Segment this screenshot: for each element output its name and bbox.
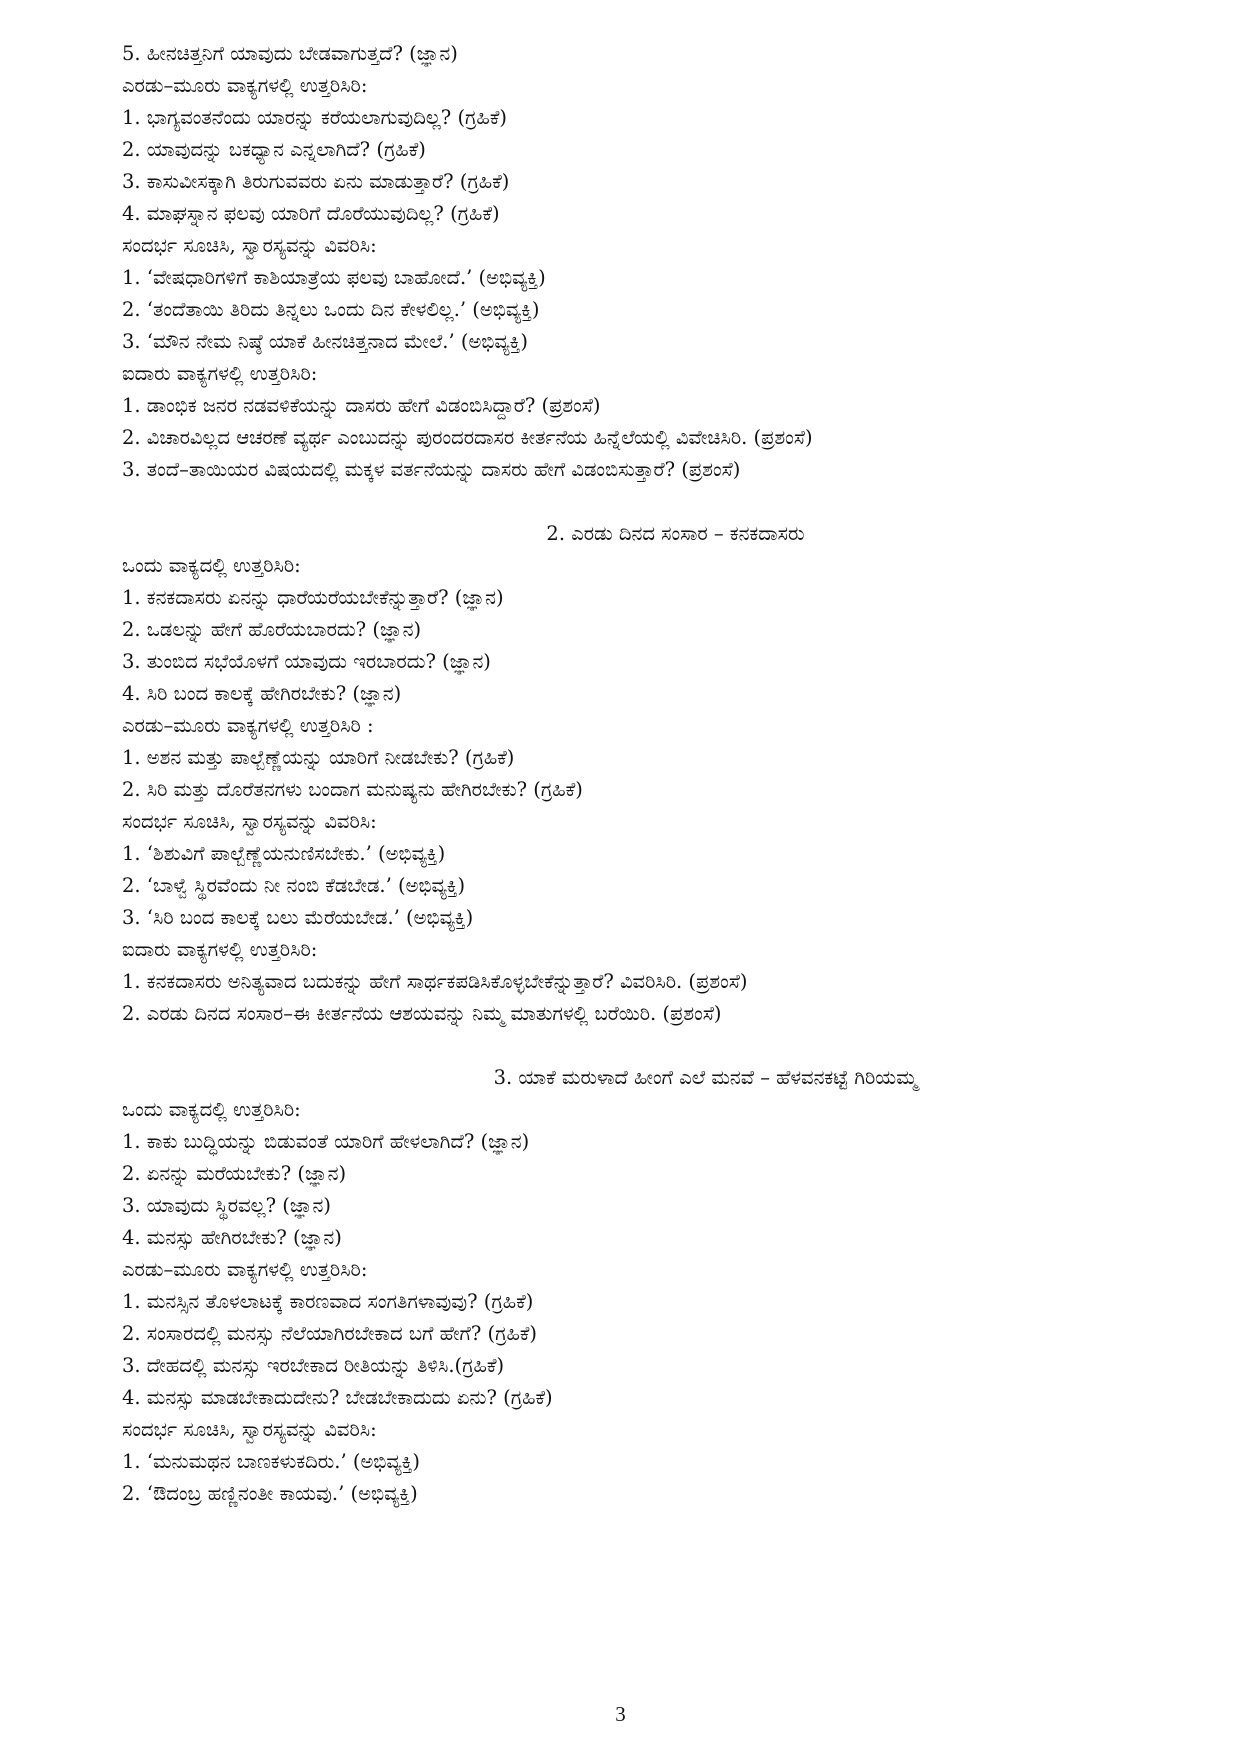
instruction-heading: ಎರಡು–ಮೂರು ವಾಕ್ಯಗಳಲ್ಲಿ ಉತ್ತರಿಸಿರಿ: [122,74,368,97]
question-line: 2. ಸಂಸಾರದಲ್ಲಿ ಮನಸ್ಸು ನೆಲೆಯಾಗಿರಬೇಕಾದ ಬಗೆ ಹೇಗೆ? (ಗ್ರಹಿಕೆ) [122,1322,538,1345]
question-line: 3. ಕಾಸುವೀಸಕ್ಕಾಗಿ ತಿರುಗುವವರು ಏನು ಮಾಡುತ್ತಾರೆ? (ಗ್ರಹಿಕೆ) [122,170,510,193]
question-line: 1. ‘ಶಿಶುವಿಗೆ ಪಾಲ್ಬೆಣ್ಣೆಯನುಣಿಸಬೇಕು.’ (ಅಭಿವ್ಯಕ್ತಿ) [122,842,446,865]
question-line: 3. ಯಾವುದು ಸ್ಥಿರವಲ್ಲ? (ಜ್ಞಾನ) [122,1194,331,1217]
instruction-heading: ಒಂದು ವಾಕ್ಯದಲ್ಲಿ ಉತ್ತರಿಸಿರಿ: [122,1098,301,1121]
question-line: 2. ಒಡಲನ್ನು ಹೇಗೆ ಹೊರೆಯಬಾರದು? (ಜ್ಞಾನ) [122,618,422,641]
question-line: 3. ತಂದೆ–ತಾಯಿಯರ ವಿಷಯದಲ್ಲಿ ಮಕ್ಕಳ ವರ್ತನೆಯನ್ನು ದಾಸರು ಹೇಗೆ ವಿಡಂಬಿಸುತ್ತಾರೆ? (ಪ್ರಶಂಸೆ) [122,458,741,481]
instruction-heading: ಎರಡು–ಮೂರು ವಾಕ್ಯಗಳಲ್ಲಿ ಉತ್ತರಿಸಿರಿ: [122,1258,368,1281]
instruction-heading: ಸಂದರ್ಭ ಸೂಚಿಸಿ, ಸ್ವಾರಸ್ಯವನ್ನು ವಿವರಿಸಿ: [122,810,377,833]
question-line: 2. ‘ಔದಂಬ್ರ ಹಣ್ಣಿನಂತೀ ಕಾಯವು.’ (ಅಭಿವ್ಯಕ್ತಿ) [122,1482,418,1505]
question-line: 4. ಮನಸ್ಸು ಹೇಗಿರಬೇಕು? (ಜ್ಞಾನ) [122,1226,342,1249]
question-line: 4. ಮಾಘಸ್ನಾನ ಫಲವು ಯಾರಿಗೆ ದೊರೆಯುವುದಿಲ್ಲ? (ಗ್ರಹಿಕೆ) [122,202,500,225]
question-line: 1. ಕನಕದಾಸರು ಅನಿತ್ಯವಾದ ಬದುಕನ್ನು ಹೇಗೆ ಸಾರ್ಥಕಪಡಿಸಿಕೊಳ್ಳಬೇಕೆನ್ನುತ್ತಾರೆ? ವಿವರಿಸಿರಿ. (ಪ್ರಶಂಸೆ) [122,970,748,993]
question-line: 2. ಎರಡು ದಿನದ ಸಂಸಾರ–ಈ ಕೀರ್ತನೆಯ ಆಶಯವನ್ನು ನಿಮ್ಮ ಮಾತುಗಳಲ್ಲಿ ಬರೆಯಿರಿ. (ಪ್ರಶಂಸೆ) [122,1002,722,1025]
question-line: 3. ‘ಮೌನ ನೇಮ ನಿಷ್ಠೆ ಯಾಕೆ ಹೀನಚಿತ್ತನಾದ ಮೇಲೆ.’ (ಅಭಿವ್ಯಕ್ತಿ) [122,330,529,353]
instruction-heading: ಎರಡು–ಮೂರು ವಾಕ್ಯಗಳಲ್ಲಿ ಉತ್ತರಿಸಿರಿ : [122,714,374,737]
question-line: 2. ಏನನ್ನು ಮರೆಯಬೇಕು? (ಜ್ಞಾನ) [122,1162,347,1185]
question-line: 3. ‘ಸಿರಿ ಬಂದ ಕಾಲಕ್ಕೆ ಬಲು ಮೆರೆಯಬೇಡ.’ (ಅಭಿವ್ಯಕ್ತಿ) [122,906,474,929]
question-line: 1. ಭಾಗ್ಯವಂತನೆಂದು ಯಾರನ್ನು ಕರೆಯಲಾಗುವುದಿಲ್ಲ? (ಗ್ರಹಿಕೆ) [122,106,507,129]
question-line: 1. ‘ವೇಷಧಾರಿಗಳಿಗೆ ಕಾಶಿಯಾತ್ರೆಯ ಫಲವು ಬಾಹೋದೆ.’ (ಅಭಿವ್ಯಕ್ತಿ) [122,266,546,289]
section-title: 2. ಎರಡು ದಿನದ ಸಂಸಾರ – ಕನಕದಾಸರು [546,522,805,545]
question-line: 1. ಡಾಂಭಿಕ ಜನರ ನಡವಳಿಕೆಯನ್ನು ದಾಸರು ಹೇಗೆ ವಿಡಂಬಿಸಿದ್ದಾರೆ? (ಪ್ರಶಂಸೆ) [122,394,601,417]
page-number: 3 [615,1702,626,1726]
instruction-heading: ಐದಾರು ವಾಕ್ಯಗಳಲ್ಲಿ ಉತ್ತರಿಸಿರಿ: [122,938,318,961]
question-line: 2. ‘ತಂದೆತಾಯಿ ತಿರಿದು ತಿನ್ನಲು ಒಂದು ದಿನ ಕೇಳಲಿಲ್ಲ.’ (ಅಭಿವ್ಯಕ್ತಿ) [122,298,540,321]
instruction-heading: ಸಂದರ್ಭ ಸೂಚಿಸಿ, ಸ್ವಾರಸ್ಯವನ್ನು ವಿವರಿಸಿ: [122,234,377,257]
question-line: 2. ಯಾವುದನ್ನು ಬಕಧ್ಯಾನ ಎನ್ನಲಾಗಿದೆ? (ಗ್ರಹಿಕೆ) [122,138,426,161]
question-line: 1. ಅಶನ ಮತ್ತು ಪಾಲ್ಬೆಣ್ಣೆಯನ್ನು ಯಾರಿಗೆ ನೀಡಬೇಕು? (ಗ್ರಹಿಕೆ) [122,746,515,769]
question-line: 1. ‘ಮನುಮಥನ ಬಾಣಕಳುಕದಿರು.’ (ಅಭಿವ್ಯಕ್ತಿ) [122,1450,421,1473]
question-line: 2. ‘ಬಾಳ್ವೆ ಸ್ಥಿರವೆಂದು ನೀ ನಂಬಿ ಕೆಡಬೇಡ.’ (ಅಭಿವ್ಯಕ್ತಿ) [122,874,466,897]
instruction-heading: ಒಂದು ವಾಕ್ಯದಲ್ಲಿ ಉತ್ತರಿಸಿರಿ: [122,554,301,577]
question-line: 1. ಕಾಕು ಬುದ್ಧಿಯನ್ನು ಬಿಡುವಂತೆ ಯಾರಿಗೆ ಹೇಳಲಾಗಿದೆ? (ಜ್ಞಾನ) [122,1130,530,1153]
question-line: 4. ಮನಸ್ಸು ಮಾಡಬೇಕಾದುದೇನು? ಬೇಡಬೇಕಾದುದು ಏನು? (ಗ್ರಹಿಕೆ) [122,1386,553,1409]
section-title: 3. ಯಾಕೆ ಮರುಳಾದೆ ಹೀಂಗೆ ಎಲೆ ಮನವೆ – ಹೆಳವನಕಟ್ಟೆ ಗಿರಿಯಮ್ಮ [493,1066,918,1089]
instruction-heading: ಐದಾರು ವಾಕ್ಯಗಳಲ್ಲಿ ಉತ್ತರಿಸಿರಿ: [122,362,318,385]
question-line: 3. ದೇಹದಲ್ಲಿ ಮನಸ್ಸು ಇರಬೇಕಾದ ರೀತಿಯನ್ನು ತಿಳಿಸಿ.(ಗ್ರಹಿಕೆ) [122,1354,505,1377]
question-line: 1. ಕನಕದಾಸರು ಏನನ್ನು ಧಾರೆಯರೆಯಬೇಕೆನ್ನುತ್ತಾರೆ? (ಜ್ಞಾನ) [122,586,504,609]
question-line: 3. ತುಂಬಿದ ಸಭೆಯೊಳಗೆ ಯಾವುದು ಇರಬಾರದು? (ಜ್ಞಾನ) [122,650,491,673]
question-line: 2. ಸಿರಿ ಮತ್ತು ದೊರೆತನಗಳು ಬಂದಾಗ ಮನುಷ್ಯನು ಹೇಗಿರಬೇಕು? (ಗ್ರಹಿಕೆ) [122,778,583,801]
question-line: 1. ಮನಸ್ಸಿನ ತೊಳಲಾಟಕ್ಕೆ ಕಾರಣವಾದ ಸಂಗತಿಗಳಾವುವು? (ಗ್ರಹಿಕೆ) [122,1290,534,1313]
question-line: 4. ಸಿರಿ ಬಂದ ಕಾಲಕ್ಕೆ ಹೇಗಿರಬೇಕು? (ಜ್ಞಾನ) [122,682,402,705]
question-line: 5. ಹೀನಚಿತ್ತನಿಗೆ ಯಾವುದು ಬೇಡವಾಗುತ್ತದೆ? (ಜ್ಞಾನ) [122,42,458,65]
question-line: 2. ವಿಚಾರವಿಲ್ಲದ ಆಚರಣೆ ವ್ಯರ್ಥ ಎಂಬುದನ್ನು ಪುರಂದರದಾಸರ ಕೀರ್ತನೆಯ ಹಿನ್ನೆಲೆಯಲ್ಲಿ ವಿವೇಚಿಸಿರಿ. (ಪ್ರಶಂಸೆ) [122,426,813,449]
instruction-heading: ಸಂದರ್ಭ ಸೂಚಿಸಿ, ಸ್ವಾರಸ್ಯವನ್ನು ವಿವರಿಸಿ: [122,1418,377,1441]
